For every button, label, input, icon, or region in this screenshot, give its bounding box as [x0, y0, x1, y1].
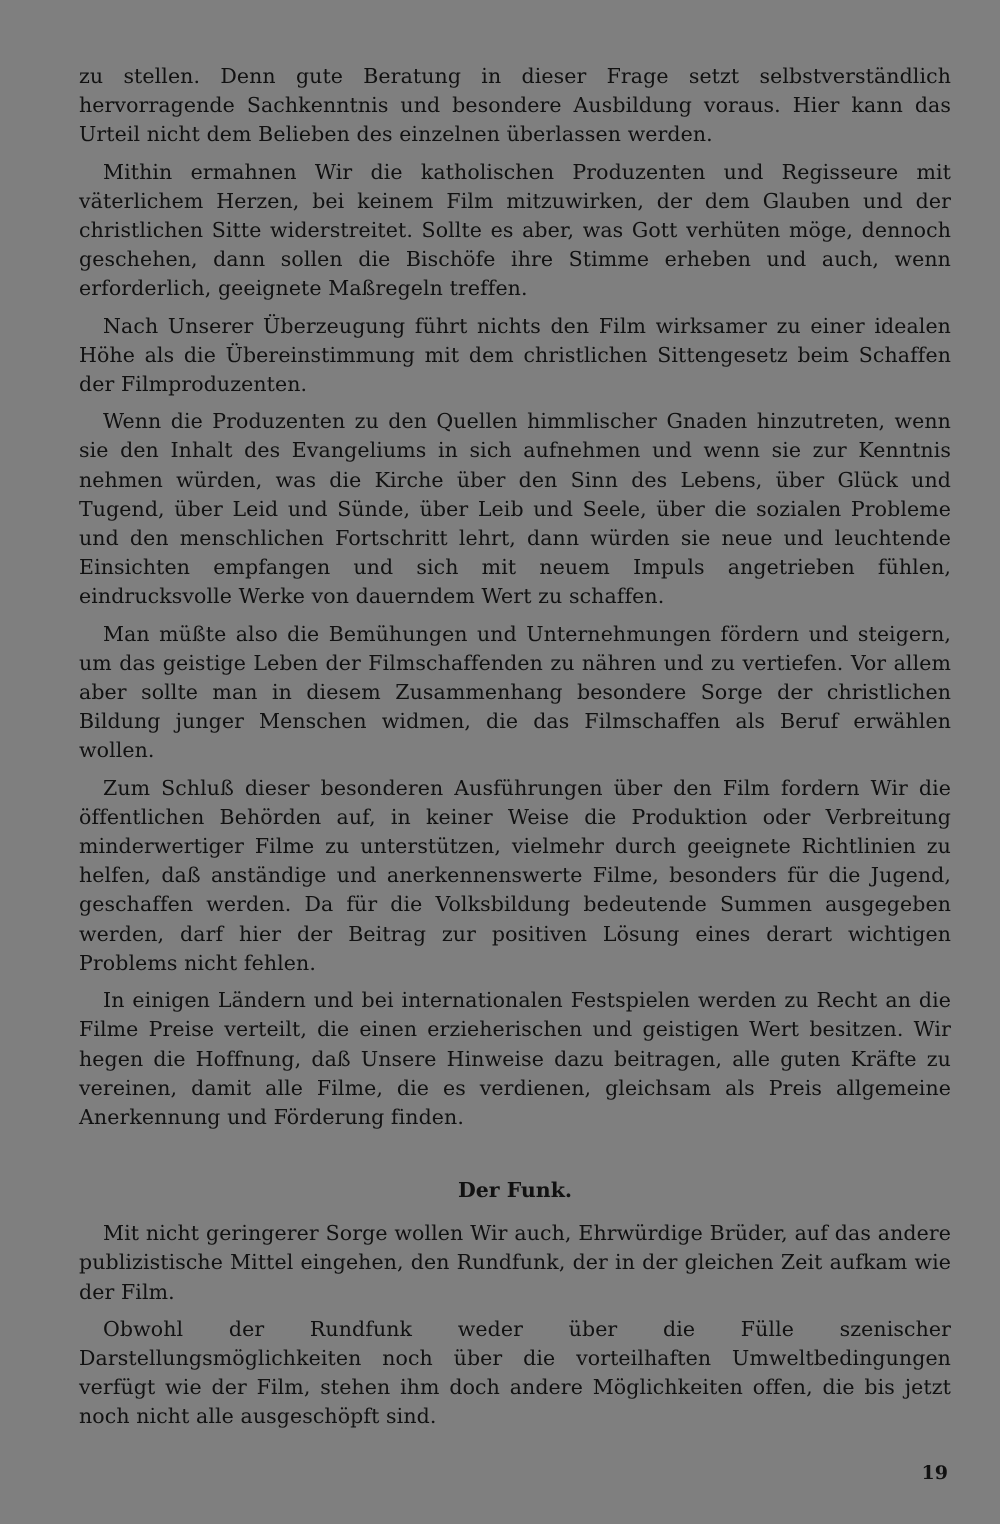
- paragraph-6: Zum Schluß dieser besonderen Ausführungen über den Film fordern Wir die öffentlichen Behörden auf, in keiner Weise die Produktion oder Verbreitung minderwertiger Filme zu unterstützen, vielmehr durch geeignete Richtlinien zu helfen, daß anständige und anerkennenswerte Filme, besonders für die Jugend, geschaffen werden. Da für die Volksbildung bedeutende Summen ausgegeben werden, darf hier der Beitrag zur positiven Lösung eines derart wichtigen Problems nicht fehlen.: [79, 775, 951, 975]
- paragraph-5: Man müßte also die Bemühungen und Unternehmungen fördern und steigern, um das geistige Leben der Filmschaffenden zu nähren und zu vertiefen. Vor allem aber sollte man in diesem Zusammenhang besondere Sorge der christlichen Bildung junger Menschen widmen, die das Filmschaffen als Beruf erwählen wollen.: [79, 621, 951, 763]
- page-number: 19: [921, 1462, 948, 1484]
- page-body: [79, 62, 951, 1440]
- paragraph-1: zu stellen. Denn gute Beratung in dieser Frage setzt selbstverständlich hervorragende Sachkenntnis und besondere Ausbildung voraus. Hier kann das Urteil nicht dem Belieben des einzelnen überlassen werden.: [79, 64, 951, 147]
- paragraph-7: In einigen Ländern und bei internationalen Festspielen werden zu Recht an die Filme Preise verteilt, die einen erzieherischen und geistigen Wert besitzen. Wir hegen die Hoffnung, daß Unsere Hinweise dazu beitragen, alle guten Kräfte zu vereinen, damit alle Filme, die es verdienen, gleichsam als Preis allgemeine Anerkennung und Förderung finden.: [79, 988, 951, 1129]
- paragraph-9: Obwohl der Rundfunk weder über die Fülle szenischer Darstellungsmöglichkeiten noch über die vorteilhaften Umweltbedingungen verfügt wie der Film, stehen ihm doch andere Möglichkeiten offen, die bis jetzt noch nicht alle ausgeschöpft sind.: [79, 1316, 951, 1429]
- section-heading: Der Funk.: [457, 1178, 573, 1203]
- paragraph-8: Mit nicht geringerer Sorge wollen Wir auch, Ehrwürdige Brüder, auf das andere publizistische Mittel eingehen, den Rundfunk, der in der gleichen Zeit aufkam wie der Film.: [79, 1221, 951, 1304]
- paragraph-4: Wenn die Produzenten zu den Quellen himmlischer Gnaden hinzutreten, wenn sie den Inhalt des Evangeliums in sich aufnehmen und wenn sie zur Kenntnis nehmen würden, was die Kirche über den Sinn des Lebens, über Glück und Tugend, über Leid und Sünde, über Leib und Seele, über die sozialen Probleme und den menschlichen Fortschritt lehrt, dann würden sie neue und leuchtende Einsichten empfangen und sich mit neuem Impuls angetrieben fühlen, eindrucksvolle Werke von dauerndem Wert zu schaffen.: [79, 409, 951, 609]
- paragraph-3: Nach Unserer Überzeugung führt nichts den Film wirksamer zu einer idealen Höhe als die Übereinstimmung mit dem christlichen Sittengesetz beim Schaffen der Filmproduzenten.: [79, 313, 951, 397]
- paragraph-2: Mithin ermahnen Wir die katholischen Produzenten und Regisseure mit väterlichem Herzen, bei keinem Film mitzuwirken, der dem Glauben und der christlichen Sitte widerstreitet. Sollte es aber, was Gott verhüten möge, dennoch geschehen, dann sollen die Bischöfe ihre Stimme erheben und auch, wenn erforderlich, geeignete Maßregeln treffen.: [79, 159, 951, 301]
